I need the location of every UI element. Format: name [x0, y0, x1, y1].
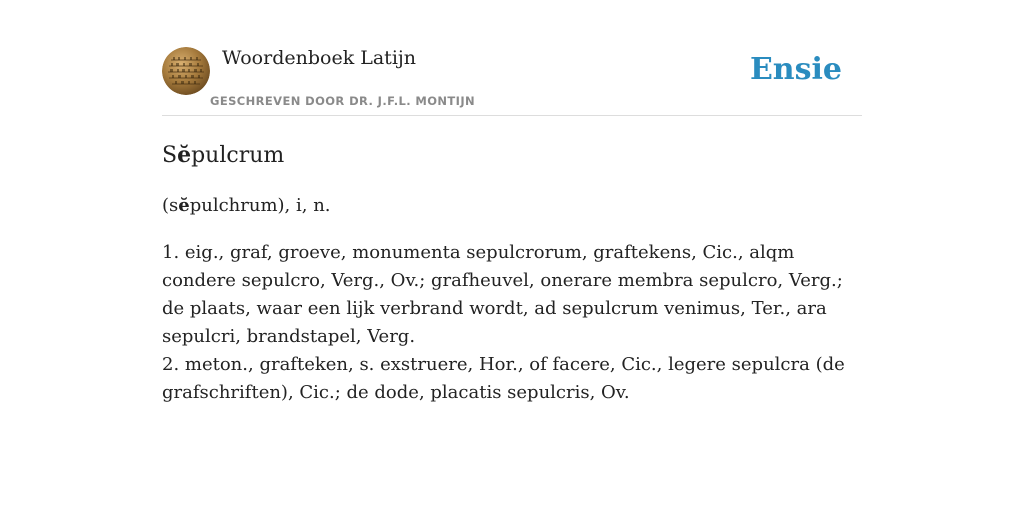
page-header	[162, 0, 862, 116]
definition-sense-1: 1. eig., graf, groeve, monumenta sepulcrorum, graftekens, Cic., alqm condere sepulcro, Verg., Ov.; grafheuvel, onerare membra sepulcro, Verg.; de plaats, waar een lijk verbrand wordt, ad sepulcrum venimus, Ter., ara sepulcri, brandstapel, Verg.	[162, 242, 843, 347]
entry-variant	[162, 193, 331, 219]
headword-start: S	[162, 143, 178, 168]
variant-start: (s	[162, 195, 179, 216]
entry-definition	[162, 239, 862, 407]
coin-inscription-icon[interactable]	[162, 47, 210, 95]
entry-headword	[162, 140, 284, 171]
headword-end: pulcrum	[191, 143, 285, 168]
author-byline[interactable]: GESCHREVEN DOOR DR. J.F.L. MONTIJN	[210, 94, 476, 108]
variant-accent: ĕ	[178, 195, 190, 216]
headword-accent: ĕ	[177, 142, 192, 168]
variant-end: pulchrum), i, n.	[189, 195, 331, 216]
ensie-logo[interactable]: Ensie	[749, 52, 842, 87]
page-container	[162, 0, 862, 403]
definition-sense-2: 2. meton., grafteken, s. exstruere, Hor., of facere, Cic., legere sepulcra (de grafschriften), Cic.; de dode, placatis sepulcris, Ov.	[162, 354, 845, 403]
book-title[interactable]: Woordenboek Latijn	[222, 47, 417, 69]
